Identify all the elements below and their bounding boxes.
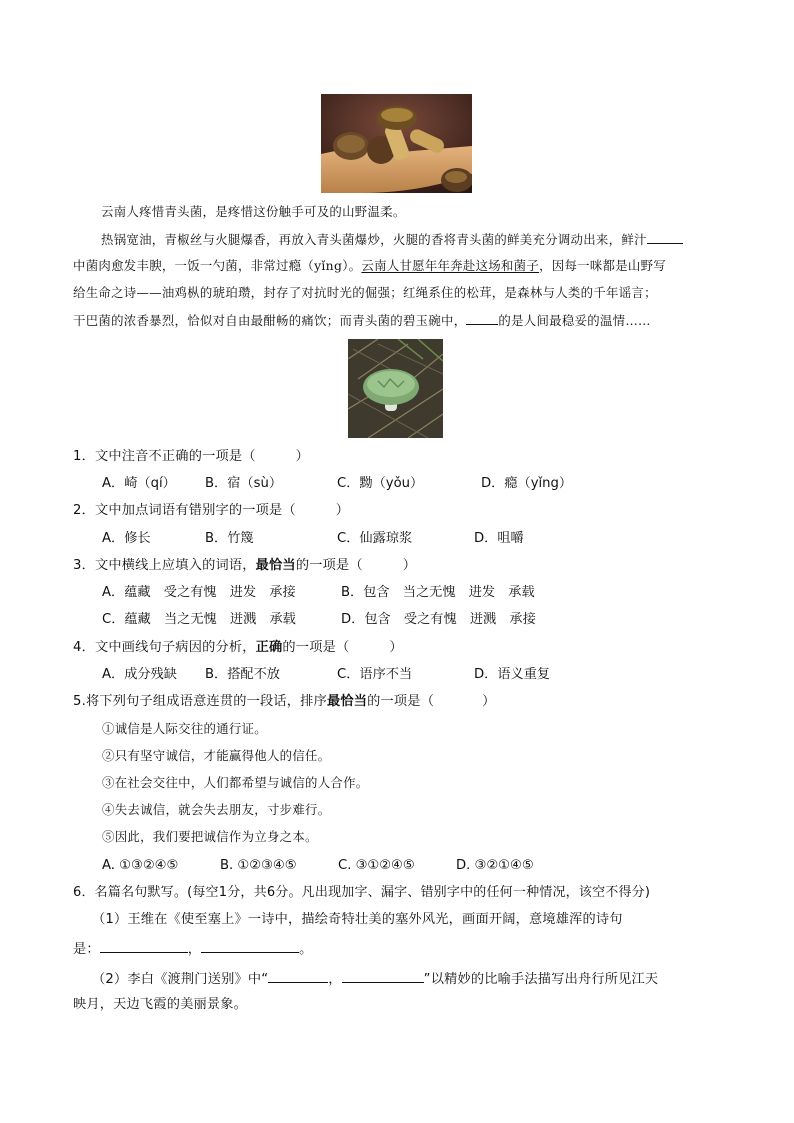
passage-line-3 — [73, 256, 666, 276]
question-text: （2）李白《渡荆门送别》中“ — [92, 972, 269, 987]
question-text: 是： — [73, 942, 100, 957]
question-text: ， — [328, 972, 342, 987]
question-text: 1．文中注音不正确的一项是（ — [73, 449, 256, 464]
q3-option-c[interactable]: C．蕴藏 当之无愧 迸溅 承载 — [102, 612, 296, 627]
q2-option-d[interactable]: D．咀嚼 — [474, 531, 524, 546]
underlined-sentence: 云南人甘愿年年奔赴这场和菌子 — [361, 258, 540, 273]
q1-option-b[interactable]: B．宿（sù） — [205, 476, 283, 491]
q1-option-d[interactable]: D．瘾（yǐng） — [481, 476, 573, 491]
q3-option-a[interactable]: A．蕴藏 受之有愧 进发 承接 — [102, 585, 296, 600]
question-text: 的一项是（ — [367, 694, 435, 709]
fill-blank[interactable] — [466, 310, 498, 325]
q4-option-a[interactable]: A．成分残缺 — [102, 667, 177, 682]
emphasis-text: 正确 — [255, 640, 283, 655]
passage-text: 干巴菌的浓香暴烈，恰似对自由最酣畅的痛饮；而青头菌的碧玉碗中， — [73, 313, 467, 328]
question-text: ”以精妙的比喻手法描写出舟行所见江天 — [423, 972, 659, 987]
answer-blank-1[interactable] — [100, 938, 188, 953]
passage-line-4: 给生命之诗——油鸡枞的琥珀瓒，封存了对抗时光的倔强；红绳系住的松茸，是森林与人类的千年谣言； — [73, 285, 657, 300]
question-text: ） — [402, 558, 417, 573]
q4-option-d[interactable]: D．语义重复 — [474, 667, 551, 682]
question-text: 。 — [299, 942, 313, 957]
q5-sentence-2: ②只有坚守诚信，才能赢得他人的信任。 — [102, 748, 331, 763]
fill-blank[interactable] — [647, 229, 683, 244]
question-text: 5.将下列句子组成语意连贯的一段话，排序 — [73, 694, 327, 709]
passage-text: 中菌肉愈发丰腴，一饭一勺菌，非常过瘾（yǐng）。 — [73, 258, 362, 273]
green-mushroom-photo — [348, 339, 443, 438]
question-text: 的一项是（ — [295, 558, 363, 573]
q6-sub2-text — [92, 968, 658, 990]
q5-option-a[interactable]: A. ①③②④⑤ — [102, 858, 179, 873]
passage-line-5 — [73, 310, 651, 331]
q3-option-b[interactable]: B．包含 当之无愧 进发 承载 — [341, 585, 535, 600]
passage-text: 热锅宽油，青椒丝与火腿爆香，再放入青头菌爆炒，火腿的香将青头菌的鲜美充分调动出来，鲜汁 — [101, 232, 647, 247]
q2-option-a[interactable]: A．修长 — [102, 531, 151, 546]
question-text: ） — [335, 503, 350, 518]
answer-blank-3[interactable] — [268, 968, 328, 983]
question-text: ） — [295, 449, 310, 464]
question-1-stem — [73, 447, 309, 467]
answer-blank-4[interactable] — [342, 968, 424, 983]
passage-line-1: 云南人疼惜青头菌，是疼惜这份触手可及的山野温柔。 — [101, 204, 406, 219]
passage-text: ，因每一咪都是山野写 — [539, 258, 666, 273]
answer-blank-2[interactable] — [201, 938, 299, 953]
question-text: 3．文中横线上应填入的词语， — [73, 558, 256, 573]
q2-option-b[interactable]: B．竹篾 — [205, 531, 254, 546]
question-3-stem — [73, 556, 416, 576]
q5-option-b[interactable]: B. ①②③④⑤ — [220, 858, 297, 873]
question-text: 4．文中画线句子病因的分析， — [73, 640, 256, 655]
emphasis-text: 最恰当 — [326, 694, 368, 709]
question-text: 的一项是（ — [282, 640, 350, 655]
q6-sub2-continuation: 映月，天边飞霞的美丽景象。 — [73, 997, 248, 1012]
q5-sentence-1: ①诚信是人际交往的通行证。 — [102, 721, 267, 736]
q5-sentence-5: ⑤因此，我们要把诚信作为立身之本。 — [102, 829, 318, 844]
question-5-stem — [73, 692, 495, 712]
question-text: ） — [389, 640, 403, 655]
q1-option-c[interactable]: C．黝（yǒu） — [337, 476, 424, 491]
question-text: 2．文中加点词语有错别字的一项是（ — [73, 503, 296, 518]
mushroom-photo — [321, 94, 472, 193]
emphasis-text: 最恰当 — [255, 558, 296, 573]
q3-option-d[interactable]: D．包含 受之有愧 迸溅 承接 — [341, 612, 536, 627]
q5-option-c[interactable]: C. ③①②④⑤ — [338, 858, 415, 873]
q5-sentence-4: ④失去诚信，就会失去朋友，寸步难行。 — [102, 802, 331, 817]
q2-option-c[interactable]: C．仙露琼浆 — [337, 531, 413, 546]
q4-option-b[interactable]: B．搭配不放 — [205, 667, 280, 682]
q5-sentence-3: ③在社会交往中，人们都希望与诚信的人合作。 — [102, 775, 369, 790]
q6-sub1-answer-line — [73, 938, 313, 960]
question-6-stem: 6．名篇名句默写。(每空1分，共6分。凡出现加字、漏字、错别字中的任何一种情况，该空不得分) — [73, 885, 651, 900]
question-text: ， — [187, 942, 202, 957]
passage-line-2 — [101, 229, 683, 250]
q6-sub1-text: （1）王维在《使至塞上》一诗中，描绘奇特壮美的塞外风光，画面开阔，意境雄浑的诗句 — [92, 912, 623, 927]
q1-option-a[interactable]: A．崎（qí） — [102, 476, 176, 491]
q5-option-d[interactable]: D. ③②①④⑤ — [456, 858, 534, 873]
passage-text: 的是人间最稳妥的温情…… — [498, 313, 651, 328]
question-4-stem — [73, 638, 403, 658]
question-2-stem — [73, 501, 349, 521]
q4-option-c[interactable]: C．语序不当 — [337, 667, 413, 682]
question-text: ） — [482, 694, 496, 709]
